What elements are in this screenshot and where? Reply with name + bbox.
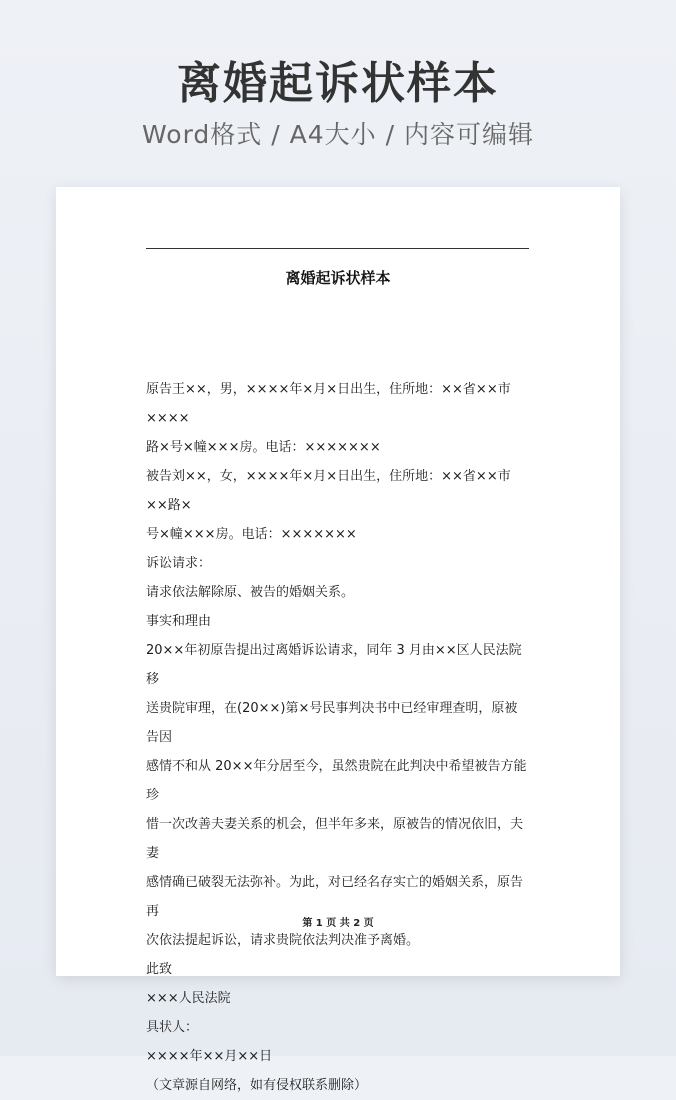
body-line: ××××年××月××日	[146, 1049, 273, 1064]
body-line: 此致	[146, 962, 173, 977]
body-line: 次依法提起诉讼，请求贵院依法判决准予离婚。	[146, 933, 420, 948]
body-line: 诉讼请求：	[146, 556, 212, 571]
body-line: 请求依法解除原、被告的婚姻关系。	[146, 585, 355, 600]
body-line: 事实和理由	[146, 614, 212, 629]
document-title: 离婚起诉状样本	[285, 269, 391, 287]
body-line: 具状人：	[146, 1020, 199, 1035]
body-line: 路×号×幢×××房。电话：×××××××	[146, 440, 381, 455]
header-rule	[146, 248, 529, 249]
body-line: 20××年初原告提出过离婚诉讼请求，同年 3 月由××区人民法院移	[146, 643, 522, 687]
banner-title: 离婚起诉状样本	[177, 58, 499, 109]
document-page	[56, 187, 620, 1093]
document-body	[146, 375, 530, 1100]
body-line: ×××人民法院	[146, 991, 231, 1006]
body-line: 送贵院审理，在(20××)第×号民事判决书中已经审理查明，原被告因	[146, 701, 518, 745]
body-line: 号×幢×××房。电话：×××××××	[146, 527, 357, 542]
body-line: 感情确已破裂无法弥补。为此，对已经名存实亡的婚姻关系，原告再	[146, 875, 524, 919]
body-line: 惜一次改善夫妻关系的机会，但半年多来，原被告的情况依旧，夫妻	[146, 817, 524, 861]
body-line: （文章源自网络，如有侵权联系删除）	[146, 1078, 368, 1093]
banner-subtitle: Word格式 / A4大小 / 内容可编辑	[142, 120, 534, 149]
body-line: 被告刘××，女，××××年×月×日出生，住所地：××省××市××路×	[146, 469, 511, 513]
body-line: 原告王××，男，××××年×月×日出生，住所地：××省××市××××	[146, 382, 511, 426]
body-line: 感情不和从 20××年分居至今，虽然贵院在此判决中希望被告方能珍	[146, 759, 527, 803]
page-number: 第 1 页 共 2 页	[302, 918, 374, 929]
